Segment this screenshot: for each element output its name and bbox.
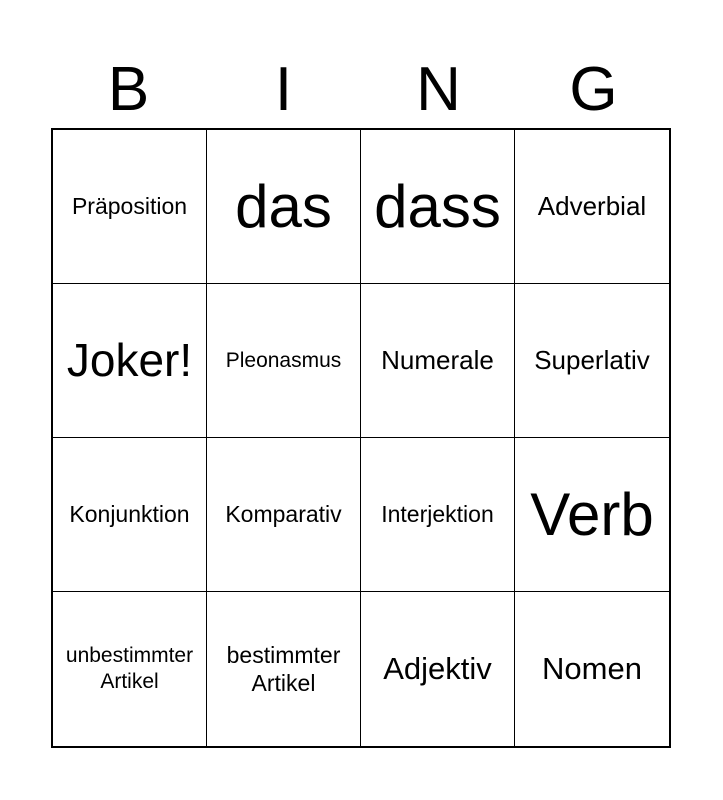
cell-label: Numerale bbox=[381, 344, 494, 375]
bingo-cell[interactable] bbox=[53, 130, 207, 284]
bingo-cell[interactable] bbox=[361, 130, 515, 284]
bingo-cell[interactable] bbox=[515, 592, 669, 746]
bingo-cell[interactable] bbox=[207, 438, 361, 592]
cell-label: dass bbox=[374, 172, 501, 240]
cell-label: Verb bbox=[530, 480, 654, 548]
header-letter-n: N bbox=[416, 55, 461, 124]
bingo-cell[interactable] bbox=[361, 438, 515, 592]
bingo-cell[interactable] bbox=[53, 592, 207, 746]
cell-label: Konjunktion bbox=[69, 501, 190, 528]
bingo-cell-free[interactable] bbox=[53, 284, 207, 438]
bingo-cell[interactable] bbox=[515, 130, 669, 284]
bingo-cell[interactable] bbox=[207, 284, 361, 438]
bingo-cell[interactable] bbox=[207, 592, 361, 746]
bingo-cell[interactable] bbox=[361, 284, 515, 438]
cell-label: Nomen bbox=[542, 651, 642, 687]
bingo-cell[interactable] bbox=[361, 592, 515, 746]
cell-label: Präposition bbox=[71, 193, 188, 220]
cell-label: Interjektion bbox=[381, 501, 494, 528]
cell-label: bestimmter Artikel bbox=[226, 641, 341, 696]
bingo-cell[interactable] bbox=[53, 438, 207, 592]
bingo-header bbox=[51, 52, 671, 128]
cell-label: Adverbial bbox=[537, 190, 647, 221]
cell-label: das bbox=[235, 172, 332, 240]
cell-label: Adjektiv bbox=[383, 651, 492, 687]
cell-label: Joker! bbox=[66, 334, 193, 387]
header-letter-b: B bbox=[107, 55, 150, 124]
bingo-board bbox=[51, 128, 671, 748]
cell-label: Pleonasmus bbox=[225, 348, 342, 372]
header-letter-g: G bbox=[569, 55, 618, 124]
cell-label: unbestimmter Artikel bbox=[65, 644, 194, 693]
bingo-cell[interactable] bbox=[515, 438, 669, 592]
bingo-cell[interactable] bbox=[207, 130, 361, 284]
header-letter-i: I bbox=[274, 55, 293, 124]
bingo-cell[interactable] bbox=[515, 284, 669, 438]
cell-label: Komparativ bbox=[225, 501, 342, 528]
cell-label: Superlativ bbox=[534, 344, 650, 375]
